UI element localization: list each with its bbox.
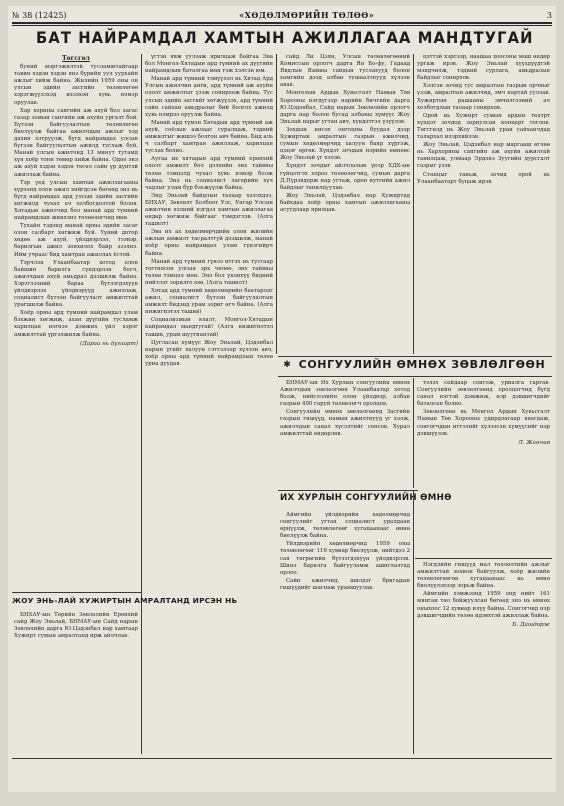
election-meeting-column-a [280,380,410,488]
paragraph: Станцыг таньж, зочид орой нь Улаанбаатарт буцаж ирэв. [417,171,550,185]
paragraph: Социализмын ялалт, Монгол-Хятадын найрамдал мандтугай! (Алга нижигнэтэл ташив, урам шуугиантай) [145,317,273,338]
section-rule [12,592,142,593]
article-column-1 [14,54,138,588]
page-bottom-rule [12,758,552,759]
paragraph: Манай ард түмний гүнээ итгэх нь тусгаар тогтносон улсын эрх чөлөө, энх тайвны төлөө тэмцэл мөн. Энэ бол үнэнхүү бидний нийтлэг зорилго юм. (Алга ташилт) [145,258,273,286]
paragraph: Монголын Ардын Хувьсгалт Намын Төв Хорооны нэгдүгээр нарийн бичгийн дарга Ю.Цэдэнбал, Сайд нарын Зөвлөлийн орлогч дарга нар болон бусад албаны хүмүүс Жоу Эньлай нарыг угтан авч, хүндэтгэл үзүүлэв. [280,90,410,125]
paragraph: Хэлсэн зочид тус амралтын газрын орчныг үзэж, амралтын ажилчид, эмч нартай уулзав. Хужиртын рашааны эмчилгээний ач холбогдлын талаар сонирхов. [417,83,550,111]
paragraph: Цугласан хүмүүс Жоу Эньлай, Цэдэнбал нарын үгийг халуун сэтгэлээр хүлээн авч, хоёр орны ард түмний найрамдлын төлөө уриа дуудав. [145,339,273,367]
column-kicker: Төгсгөл [62,55,90,62]
paragraph: Зохдын нисэх онгоцны буудал дээр Хужиртын амралтын газрын ажилчид, сумын хөдөлмөрчид халуун баяр хүргэж, цэцэг өргөв. Хүндэт зочдын нэрийн өмнөөс Жоу Эньлай үг хэлэв. [280,126,410,162]
paragraph: Аймгийн хэмжээнд 1959 онд нийт 161 мянган төл бойжуулсан бөгөөд энэ нь өмнөх оныхоос 12 хувиар илүү байна. Сонгогчид нэр дэвшигчдийн төлөө идэвхтэй ажиллаж байна. [417,591,550,619]
paragraph: Орой нь Хужирт сумын ардын театрт хүндэт зочдод зориулсан концерт тоглов. Төгсгөлд нь Жоу Эньлай уран сайханчдад талархал илэрхийлэв. [417,112,550,141]
issue-number: № 38 (12425) [12,10,67,20]
paragraph: БНМАУ-ын Их Хурлын сонгуулийн өмнөх Ажилчдын зөвлөлгөөн Улаанбаатар хотод болж, нийслэлийн олон үйлдвэр, албан газрын 400 гаруй төлөөлөгч оролцов. [280,380,410,408]
section-rule [278,490,418,491]
paragraph: Нэгдлийн гишүүд мал төллөлтийн ажлыг амжилттай зохион байгуулж, хоёр жилийн төлөвлөгөөгөө хугацаанаас нь өмнө биелүүлэхээр зорьж байна. [417,562,550,590]
star-ornament-icon: ✱ [283,360,291,370]
election-meeting-column-b [417,380,550,556]
paragraph: цэттэй хэрсээр, наашаа хоосоны маш өндөр ургаж ирэв. Жоу Эньлай хүүхдүүдтэй мэндчилж, тэдний сурлага, амьдралын байдлыг сонирхов. [417,54,550,82]
masthead-rule [12,25,552,26]
column-divider [276,54,277,354]
section-rule [278,376,552,377]
zhou-enlai-headline: ЖОУ ЭНЬ-ЛАЙ ХУЖИРТЫН АМРАЛТАНД ИРСЭН НЬ [12,596,238,605]
paragraph: тэлэх сайдаар сонгож, уриалга гаргав. Сонгуулийн зөвлөлгөөнд оролцогчид бүгд санал нэгтэй дэмжиж, нэр дэвшигчдийг баталсан болно. [417,380,550,408]
paragraph: Тэрчлэн Улаанбаатар хотод олон байшин барилга сүндэрлэн босч, ажилчдын ахуй амьдрал дээшилж байна. Хэрэглээний бараа бүтээгдэхүүн үйлдвэрлэх үйлдвэрүүд ажиллаж, социалист бүтээн байгуулалт амжилттай урагшилж байна. [14,259,138,309]
zhou-enlai-column [14,612,138,754]
paragraph: Зөвлөлгөөн нь Монгол Ардын Хувьсгалт Намын Төв Хорооны удирдлагаар явагдаж, сонгогчдын итгэлийг хүлээсэн хүмүүсийг нэр дэвшүүлэв. [417,409,550,437]
paragraph: Аугаа их хятадын ард түмний ерөнхий ололт амжилт бол дэлхийн энх тайвны төлөө тэмцэлд чухал хувь нэмэр болж байна. Энэ нь социалист лагерийн хүч чадлыг улам бүр бэхжүүлж байна. [145,156,273,191]
paragraph: Манай ард түмэн Хятадын ард түмний аж ахуй, соёлын ажлаас суралцаж, тэдний амжилтыг жишээ болгон авч байна. Бид аль ч салбарт хамтран ажиллаж, харилцан туслах болно. [145,119,273,155]
paper-name: «ХӨДӨЛМӨРИЙН ТӨЛӨӨ» [239,10,375,20]
column-divider [413,490,414,754]
section-rule [415,558,552,559]
article-column-3 [280,54,410,354]
article-column-4 [417,54,550,354]
paragraph: Хятад ард түмний хөдөлмөрийн баатарлаг ажил, социалист бүтээн байгуулалтын амжилт бидэнд урам зориг өгч байна. (Алга нижигнэтэл ташив) [145,288,273,316]
column-1-text [14,64,138,339]
congress-election-headline: ИХ ХУРЛЫН СОНГУУЛИЙН ӨМНӨ [280,493,452,503]
paragraph: сайд Ли Цзян, Улсын төлөвлөгөөний Комиссын орлогч дарга Ян Бо-фу, Гадаад Явдлын Яамны сайдын туслахууд болон хамгийн дээд албан тушаалтнууд хүлээн авав. [280,54,410,89]
paragraph: Эва их ах хөдөлмөрчдийн олон жилийн ажлын амжилт тасралтгүй дээшилж, манай хоёр орны найрамдал улам гүнзгийрч байна. [145,229,273,257]
paragraph: Жоу Эньлай, Цэдэнбал нар маргааш өглөө нь Хархорины сангийн аж ахуйн ажилтай танилцаж, улмаар Эрдэнэ Зуугийн дурсгалт газрыг үзэв. [417,142,550,170]
article-column-2 [145,54,273,754]
paragraph: Жоу Эньлай, Цэдэнбал нар Хужиртад байхдаа хоёр орны хамтын ажиллагааны асуудлаар ярилцав. [280,192,410,213]
paragraph: Тухайн тэдэнд манай орны эдийн засаг олон салбарт хөгжиж буй. Үүний дотор хөдөө аж ахуй, үйлдвэрлэл, тээвэр, барилгын ажил зонхилох байр эзэлнэ. Ийм учраас бид хамтран ажиллах ёстой. [14,223,138,258]
paragraph: БНХАУ-ын Төрийн Зөвлөлийн Ерөнхий сайд Жоу Эньлай, БНМАУ-ын Сайд нарын Зөвлөлийн дарга Ю.Цэдэнбал нар хамтаар Хужирт сумын амралтанд ирж айлчлав. [14,612,138,640]
column-divider [413,54,414,354]
paragraph: үгтэн явж уулзаж ярилцаж байгаа Эва бол Монгол-Хятадын ард түмний ах дүүгийн найрамдлын баталгаа мөн гэж хэлсэн юм. [145,54,273,75]
column-divider [141,54,142,754]
continuation-note: (Дараа нь дугаарт) [80,340,138,347]
author-signature: Б. Дашдорж [512,621,550,628]
paragraph: Тэр үед улсын хамтын ажиллагааны хүрээнд олон ажил хийгдсэн бөгөөд энэ нь бүгд найрамдах ард улсын эдийн засгийн хөгжилд чухал ач холбогдолтой болов. Хятадын ажилчид бол манай ард түмний найрамдлын жинхэнэ төлөөлөгчид мөн. [14,179,138,222]
paragraph: Сонгуулийн өмнөх зөвлөлгөөнд Засгийн газрын гишүүд, намын ажилтнууд үг хэлж, ажилчдын санал хүсэлтийг сонсов. Хурал амжилттай өндөрлөв. [280,409,410,437]
paragraph: Хар хорины сангийн аж ахуй бол хагас газар зомын сангийн аж ахуйн ургалт бой. Бүтээн байгуулалтын төлөвлөгөө биелүүлж байгаа ажилчдын ажлыг хэд дахин хэтрүүлж, бүгд найрамдах улсын бүтээн байгуулалтын ажилд туслаж буй. Манай улсын ажилчид 13 минут тутамд хүн хоёр тонн төмөр хийж байна. Одоо энэ аж ахуй хэдэн хэдэн төсөл сайн үр дүнтэй ажиллаж байна. [14,107,138,178]
paragraph: Аймгийн үйлдвэрийн хөдөлмөрчид сонгуулийг угтан социалист уралдаан өрнүүлж, төлөвлөгөөг хугацаанаас өмнө биелүүлж байна. [280,512,410,540]
paragraph: Хоёр орны ард түмний найрамдал улам бэхжин хөгжиж, ахан дүүгийн тусламж харилцан нэгнээ дэмжих үйл хэрэг амжилттай үргэлжилж байна. [14,310,138,338]
column-divider [413,378,414,488]
paragraph: Хүндэт зочдыг айлчлалын үеэр ХДХ-ын гүйцэтгэх хороо төлөөлөгчид, сумын дарга Д.Пүрэвдорж нар угтаж, орон нутгийн ажил байдлыг танилцуулав. [280,163,410,191]
paragraph: Сайн ажилчид, шилдэг бригадын гишүүдийг шагнаж урамшуулав. [280,577,410,591]
main-headline: БАТ НАЙРАМДАЛ ХАМТЫН АЖИЛЛАГАА МАНДТУГАЙ [36,28,534,47]
page-number: 3 [546,10,552,20]
paragraph: буний мэргэжилтэй тусламжтайгаар тавин хэдэн хэдэн янз бүрийн уул уурхайн ажлыг хийж байна. Жилийн 1959 оны он улсын эдийн засгийн төлөвлөгөө хэрэгжүүлэхэд ихээхэн хувь нэмэр оруулав. [14,64,138,106]
section-rule [278,356,552,357]
author-signature: Л. Жанчив [518,439,550,446]
newspaper-page [8,6,556,792]
masthead [12,8,552,24]
paragraph: Манай ард түмний тэмүүлэл нь Хятад Ард Улсын ажилчин анги, ард түмний аж ахуйн ололт амжилтыг үзэж сонирхож байна. Тус улсын эдийн засгийг хөгжүүлэх, ард түмний сайн сайхан амьдралыг бий болгох ажилд хувь нэмрээ оруулж байна. [145,76,273,118]
election-meeting-headline: СОНГУУЛИЙН ӨМНӨХ ЗӨВЛӨЛГӨӨН [298,358,546,371]
paragraph: Үйлдвэрийн хөдөлмөрчид 1959 оны төлөвлөгөөг 116 хувиар биелүүлж, нийтдээ 2 сая төгрөгийн бүтээгдэхүүн үйлдвэрлэв. Шинэ барилга байгууламж ашиглалтад орлоо. [280,541,410,576]
congress-election-column-b [417,562,550,754]
congress-election-column-a [280,512,410,752]
paragraph: Энд Эньлай байдлын талаар хэлэхдээ, БНХАУ, Зөвлөлт Холбоот Улс, Унгар Улсын ажилчин хэлний нэгдэл хамтын ажиллагаа өндөр хөгжиж байгааг тэмдэглэв. (Алга ташилт) [145,192,273,228]
